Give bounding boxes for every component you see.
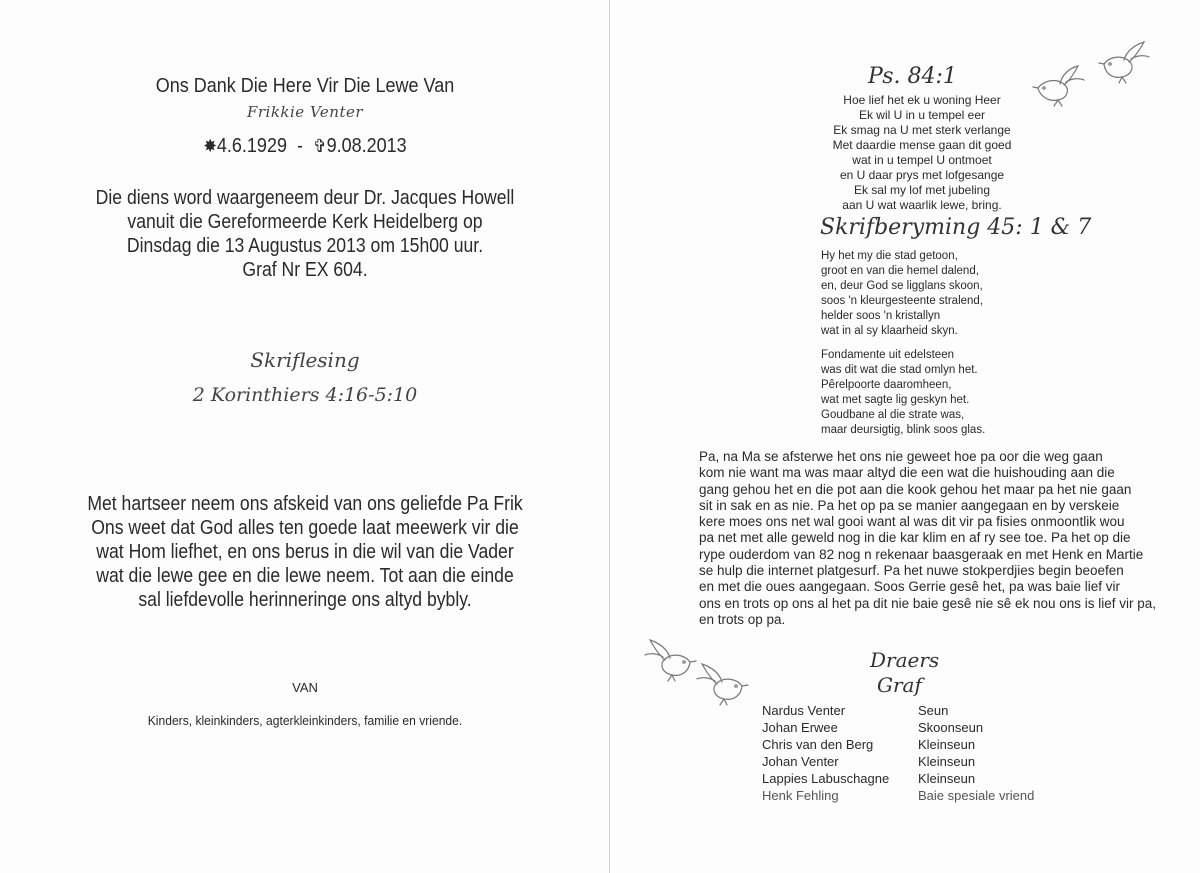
service-line: Dinsdag die 13 Augustus 2013 om 15h00 uur. (126, 235, 484, 257)
psalm-line: Ek sal my lof met jubeling (853, 183, 991, 197)
bearers-names (762, 702, 889, 804)
reading-title: Skriflesing (250, 348, 360, 372)
death-date: 9.08.2013 (326, 135, 407, 157)
tribute-line: en trots op pa. (699, 611, 786, 627)
tribute-line: pa net met alle geweld nog in die kar klim en af ry see toe. Pa het op die (699, 530, 1131, 546)
scripture-line: Fondamente uit edelsteen (821, 349, 954, 361)
tribute-line: rype ouderdom van 82 nog n rekenaar baasgeraak en met Henk en Martie (699, 546, 1144, 562)
bearer-name: Chris van den Berg (762, 737, 874, 752)
bearer-name: Nardus Venter (762, 703, 846, 718)
scripture-stanza (821, 249, 983, 339)
tribute-line: kom nie want ma was maar altyd die een wat die huishouding aan die (699, 465, 1115, 481)
tribute-line: gang gehou het en die pot aan die kook gehou het maar pa het nie gaan (699, 481, 1132, 497)
farewell-message (37, 492, 574, 612)
star-icon: ✸ (203, 136, 217, 156)
tribute-line: Pa, na Ma se afsterwe het ons nie geweet hoe pa oor die weg gaan (699, 449, 1103, 464)
scripture-line: wat in al sy klaarheid skyn. (821, 325, 958, 337)
bearer-relation: Baie spesiale vriend (918, 788, 1035, 803)
psalm-line: aan U wat waarlik lewe, bring. (842, 198, 1002, 212)
bearer-relation: Skoonseun (918, 720, 984, 735)
psalm-line: Met daardie mense gaan dit goed (832, 138, 1012, 152)
heading: Ons Dank Die Here Vir Die Lewe Van (155, 75, 455, 97)
psalm-line: en U daar prys met lofgesange (839, 168, 1005, 182)
scripture-stanza (821, 348, 985, 438)
scripture-line: Hy het my die stad getoon, (821, 250, 958, 262)
bearer-name: Johan Venter (762, 754, 839, 769)
scripture-line: maar deursigtig, blink soos glas. (821, 424, 986, 436)
grave-title: Graf (877, 673, 922, 697)
dove-icon (1094, 38, 1152, 88)
scripture-line: wat met sagte lig geskyn het. (821, 394, 970, 406)
bearer-relation: Kleinseun (918, 754, 976, 769)
tribute-line: en met die oues aangegaan. Soos Gerrie gesê het, pa was baie lief vir (699, 579, 1121, 595)
scripture-line: soos 'n kleurgesteente stralend, (821, 295, 984, 307)
service-line: Die diens word waargeneem deur Dr. Jacques Howell (95, 187, 515, 209)
tribute-line: ons en trots op ons al het pa dit nie baie gesê nie sê ek nou ons is lief vir pa, (699, 595, 1157, 611)
farewell-line: wat die lewe gee en die lewe neem. Tot aan die einde (96, 565, 514, 587)
bearer-name: Henk Fehling (762, 788, 839, 803)
service-line: vanuit die Gereformeerde Kerk Heidelberg op (127, 211, 483, 233)
bearers-relations (918, 702, 1034, 804)
right-page (612, 0, 1200, 873)
scripture-line: Pêrelpoorte daaromheen, (821, 379, 952, 391)
scripture-title: Skrifberyming 45: 1 & 7 (820, 215, 1092, 240)
dove-icon (1030, 60, 1088, 110)
farewell-line: sal liefdevolle herinneringe ons altyd bybly. (138, 589, 472, 611)
bearer-name: Johan Erwee (762, 720, 838, 735)
family-line: Kinders, kleinkinders, agterkleinkinders, familie en vriende. (147, 713, 463, 728)
date-separator: - (296, 135, 303, 157)
bearers-title: Draers (870, 648, 940, 672)
psalm-line: Ek smag na U met sterk verlange (833, 123, 1011, 137)
deceased-name: Frikkie Venter (246, 103, 364, 121)
farewell-line: wat Hom liefhet, en ons berus in die wil van die Vader (96, 541, 514, 563)
tribute-line: sit in sak en as nie. Pa het op pa se manier aangegaan en by verskeie (699, 497, 1120, 513)
from-label: VAN (292, 680, 318, 695)
psalm-title: Ps. 84:1 (868, 64, 957, 89)
cross-icon: ✞ (313, 136, 327, 156)
service-details (37, 186, 574, 282)
birth-date: 4.6.1929 (216, 135, 287, 157)
life-dates (31, 135, 580, 158)
reading-reference: 2 Korinthiers 4:16-5:10 (192, 384, 418, 406)
psalm-line: Hoe lief het ek u woning Heer (843, 93, 1001, 107)
tribute-line: se hulp die internet platgesurf. Pa het nuwe stokperdjies begin beoefen (699, 563, 1124, 579)
scripture-line: helder soos 'n kristallyn (821, 310, 941, 322)
dove-icon (692, 660, 754, 708)
tribute-text (699, 449, 1156, 628)
bearer-name: Lappies Labuschagne (762, 771, 890, 786)
psalm-line: Ek wil U in u tempel eer (858, 108, 986, 122)
bearer-relation: Seun (918, 703, 949, 718)
scripture-line: groot en van die hemel dalend, (821, 265, 979, 277)
bearer-relation: Kleinseun (918, 771, 976, 786)
psalm-verse (762, 93, 1082, 213)
psalm-line: wat in u tempel U ontmoet (852, 153, 992, 167)
bearer-relation: Kleinseun (918, 737, 976, 752)
service-line: Graf Nr EX 604. (242, 259, 368, 281)
scripture-line: en, deur God se ligglans skoon, (821, 280, 983, 292)
scripture-line: was dit wat die stad omlyn het. (821, 364, 978, 376)
farewell-line: Ons weet dat God alles ten goede laat meewerk vir die (91, 517, 519, 539)
farewell-line: Met hartseer neem ons afskeid van ons geliefde Pa Frik (87, 493, 523, 515)
scripture-line: Goudbane al die strate was, (821, 409, 965, 421)
tribute-line: kere moes ons net wal gooi want al was dit vir pa fisies onmoontlik wou (699, 514, 1125, 530)
